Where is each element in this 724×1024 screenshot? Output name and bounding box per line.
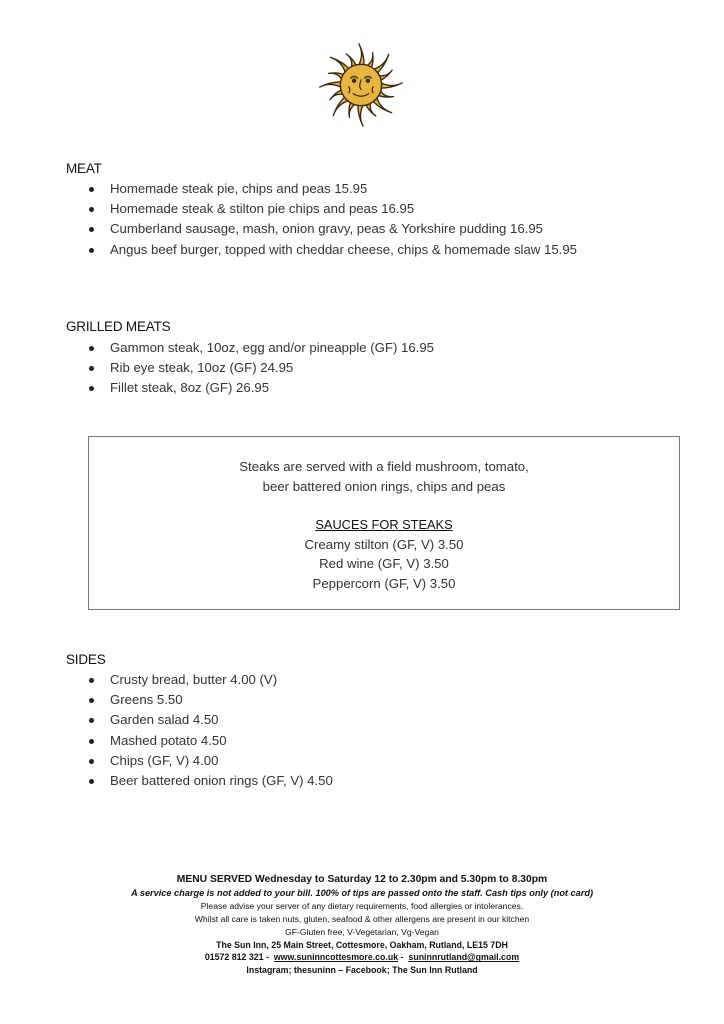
service-charge-note: A service charge is not added to your bill. 100% of tips are passed onto the staff. Cash tips only (not card): [130, 887, 594, 898]
list-item: Chips (GF, V) 4.00: [86, 751, 333, 771]
meat-heading: MEAT: [66, 161, 102, 176]
steak-info-box: [88, 436, 680, 610]
sauce-item: Peppercorn (GF, V) 3.50: [312, 575, 456, 591]
allergen-note: Whilst all care is taken nuts, gluten, seafood & other allergens are present in our kitchen: [194, 913, 530, 924]
list-item: Greens 5.50: [86, 690, 333, 710]
footer: [0, 874, 724, 977]
list-item: Rib eye steak, 10oz (GF) 24.95: [86, 358, 434, 378]
sun-ray: [358, 44, 364, 67]
list-item: Gammon steak, 10oz, egg and/or pineapple (GF) 16.95: [86, 338, 434, 358]
phone-number: 01572 812 321 -: [204, 952, 269, 963]
sauce-item: Red wine (GF, V) 3.50: [319, 556, 449, 571]
steak-note-line-2: beer battered onion rings, chips and peas: [262, 478, 506, 494]
sauce-item: Creamy stilton (GF, V) 3.50: [304, 536, 464, 552]
dietary-note: Please advise your server of any dietary requirements, food allergies or intolerances.: [200, 900, 524, 911]
sun-face-icon: [318, 42, 404, 128]
grilled-meats-heading: GRILLED MEATS: [66, 319, 171, 334]
sun-ray: [380, 82, 403, 88]
contact-line: [0, 951, 724, 964]
list-item: Cumberland sausage, mash, onion gravy, peas & Yorkshire pudding 16.95: [86, 219, 577, 239]
steak-note-line-1: Steaks are served with a field mushroom, tomato,: [239, 459, 529, 474]
sun-ray: [320, 82, 343, 88]
list-item: Angus beef burger, topped with cheddar cheese, chips & homemade slaw 15.95: [86, 240, 577, 260]
serving-times: MENU SERVED Wednesday to Saturday 12 to 2.30pm and 5.30pm to 8.30pm: [176, 874, 548, 885]
meat-list: [86, 179, 577, 260]
list-item: Fillet steak, 8oz (GF) 26.95: [86, 378, 434, 398]
address: The Sun Inn, 25 Main Street, Cottesmore, Oakham, Rutland, LE15 7DH: [216, 939, 508, 950]
email-link[interactable]: suninnrutland@gmail.com: [408, 952, 520, 963]
social-links: Instagram; thesuninn – Facebook; The Sun Inn Rutland: [246, 965, 478, 976]
list-item: Mashed potato 4.50: [86, 731, 333, 751]
list-item: Homemade steak & stilton pie chips and peas 16.95: [86, 199, 577, 219]
sides-list: [86, 670, 333, 791]
sauces-heading: SAUCES FOR STEAKS: [315, 517, 453, 532]
sides-heading: SIDES: [66, 652, 106, 667]
list-item: Homemade steak pie, chips and peas 15.95: [86, 179, 577, 199]
list-item: Garden salad 4.50: [86, 710, 333, 730]
grilled-meats-list: [86, 338, 434, 399]
sun-ray: [358, 104, 364, 127]
dietary-key: GF-Gluten free, V-Vegetarian, Vg-Vegan: [285, 926, 439, 937]
separator: -: [400, 952, 404, 963]
list-item: Crusty bread, butter 4.00 (V): [86, 670, 333, 690]
list-item: Beer battered onion rings (GF, V) 4.50: [86, 771, 333, 791]
website-link[interactable]: www.suninncottesmore.co.uk: [273, 952, 399, 963]
